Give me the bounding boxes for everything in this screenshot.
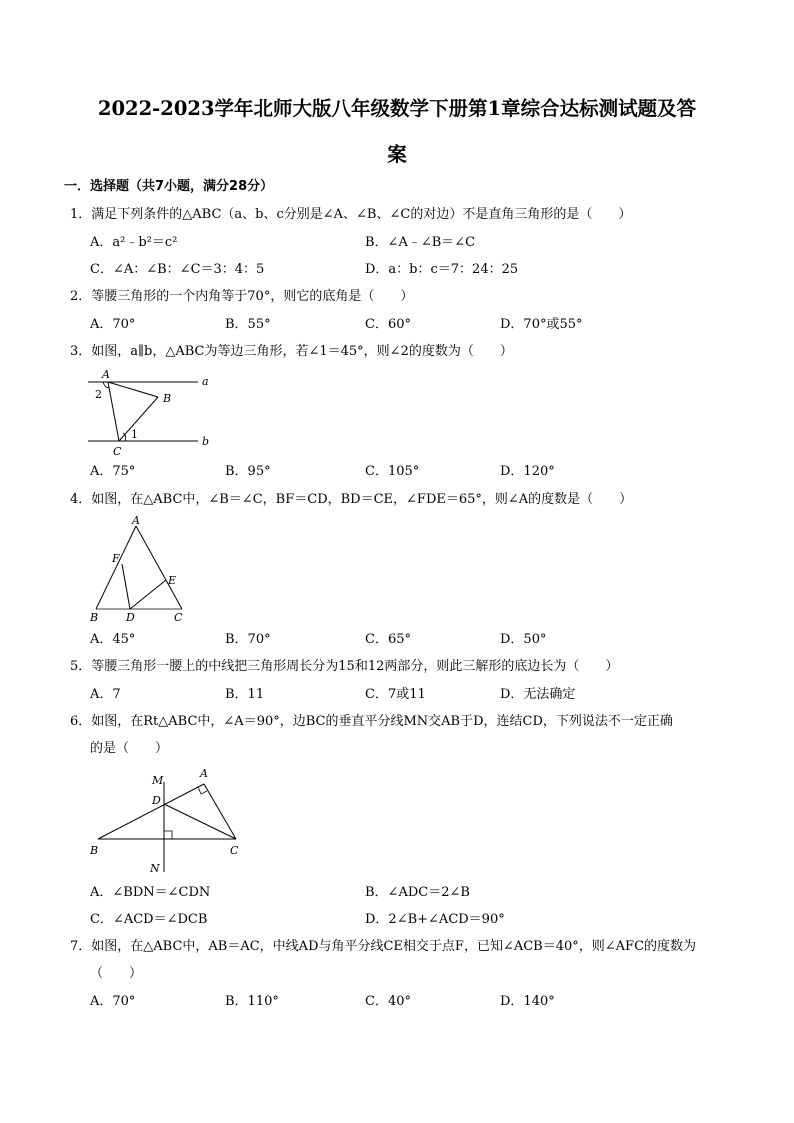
fig6-label-n: N xyxy=(150,862,160,875)
question-6-option-d: D．2∠B+∠ACD＝90° xyxy=(365,912,505,927)
question-6-option-b: B．∠ADC＝2∠B xyxy=(365,885,470,900)
fig3-label-line-b: b xyxy=(202,435,210,448)
question-2-stem: 2．等腰三角形的一个内角等于70°，则它的底角是（ ） xyxy=(70,289,414,304)
question-4-option-a: A．45° xyxy=(90,632,136,647)
question-2-option-d: D．70°或55° xyxy=(500,317,583,332)
question-2-option-b: B．55° xyxy=(225,317,271,332)
question-6-stem-continued: 的是（ ） xyxy=(90,741,169,756)
question-1-stem: 1．满足下列条件的△ABC（a、b、c分别是∠A、∠B、∠C的对边）不是直角三角形的是（ ） xyxy=(70,207,632,222)
question-6-option-a: A．∠BDN＝∠CDN xyxy=(90,885,211,900)
question-4-figure xyxy=(86,514,196,624)
question-7-option-d: D．140° xyxy=(500,994,555,1009)
fig3-label-line-a: a xyxy=(202,375,209,388)
question-3-figure xyxy=(86,366,216,458)
fig4-label-e: E xyxy=(168,574,177,587)
question-5-option-c: C．7或11 xyxy=(365,687,426,702)
fig4-label-a: A xyxy=(132,514,140,527)
question-3-option-a: A．75° xyxy=(90,464,136,479)
fig4-label-b: B xyxy=(90,611,99,624)
page-title-line1: 2022-2023学年北师大版八年级数学下册第1章综合达标测试题及答 xyxy=(97,97,697,120)
fig6-label-c: C xyxy=(230,844,239,857)
question-3-option-d: D．120° xyxy=(500,464,555,479)
question-5-option-a: A．7 xyxy=(90,687,121,702)
question-5-option-d: D．无法确定 xyxy=(500,687,576,702)
fig6-label-m: M xyxy=(152,774,164,787)
question-1-option-b: B．∠A﹣∠B＝∠C xyxy=(365,235,476,250)
question-6-figure xyxy=(86,764,256,876)
question-3-stem: 3．如图，a∥b，△ABC为等边三角形，若∠1＝45°，则∠2的度数为（ ） xyxy=(70,344,513,359)
fig3-label-a-vertex: A xyxy=(102,368,110,381)
question-1-option-c: C．∠A：∠B：∠C＝3：4：5 xyxy=(90,262,265,277)
question-2-option-a: A．70° xyxy=(90,317,136,332)
question-3-option-c: C．105° xyxy=(365,464,420,479)
question-2-option-c: C．60° xyxy=(365,317,411,332)
question-5-option-b: B．11 xyxy=(225,687,265,702)
question-3-option-b: B．95° xyxy=(225,464,271,479)
question-1-option-a: A．a²﹣b²＝c² xyxy=(90,235,178,250)
question-5-stem: 5．等腰三角形一腰上的中线把三角形周长分为15和12两部分，则此三解形的底边长为（ ） xyxy=(70,659,619,674)
question-7-option-b: B．110° xyxy=(225,994,279,1009)
fig3-label-angle2: 2 xyxy=(95,388,102,401)
question-7-stem: 7．如图，在△ABC中，AB＝AC，中线AD与角平分线CE相交于点F，已知∠ACB＝40°，则∠AFC的度数为 xyxy=(70,939,697,954)
question-6-stem: 6．如图，在Rt△ABC中，∠A＝90°，边BC的垂直平分线MN交AB于D，连结CD，下列说法不一定正确 xyxy=(70,714,673,729)
fig6-label-d: D xyxy=(152,794,161,807)
question-7-stem-continued: （ ） xyxy=(90,966,143,981)
fig3-label-angle1: 1 xyxy=(131,428,138,441)
fig6-label-b: B xyxy=(90,844,99,857)
question-4-option-d: D．50° xyxy=(500,632,547,647)
fig4-label-d: D xyxy=(126,611,135,624)
fig4-label-f: F xyxy=(112,552,120,565)
fig6-label-a: A xyxy=(200,767,208,780)
question-7-option-a: A．70° xyxy=(90,994,136,1009)
fig4-label-c: C xyxy=(174,611,183,624)
question-4-option-c: C．65° xyxy=(365,632,411,647)
question-1-option-d: D．a：b：c＝7：24：25 xyxy=(365,262,519,277)
page-title-line2: 案 xyxy=(387,143,407,166)
fig3-label-c-vertex: C xyxy=(113,445,122,458)
section-heading: 一．选择题（共7小题，满分28分） xyxy=(64,179,274,194)
question-6-option-c: C．∠ACD＝∠DCB xyxy=(90,912,208,927)
question-7-option-c: C．40° xyxy=(365,994,411,1009)
question-4-stem: 4．如图，在△ABC中，∠B＝∠C，BF＝CD，BD＝CE，∠FDE＝65°，则∠A的度数是（ ） xyxy=(70,492,633,507)
fig3-label-b-vertex: B xyxy=(163,392,172,405)
question-4-option-b: B．70° xyxy=(225,632,271,647)
